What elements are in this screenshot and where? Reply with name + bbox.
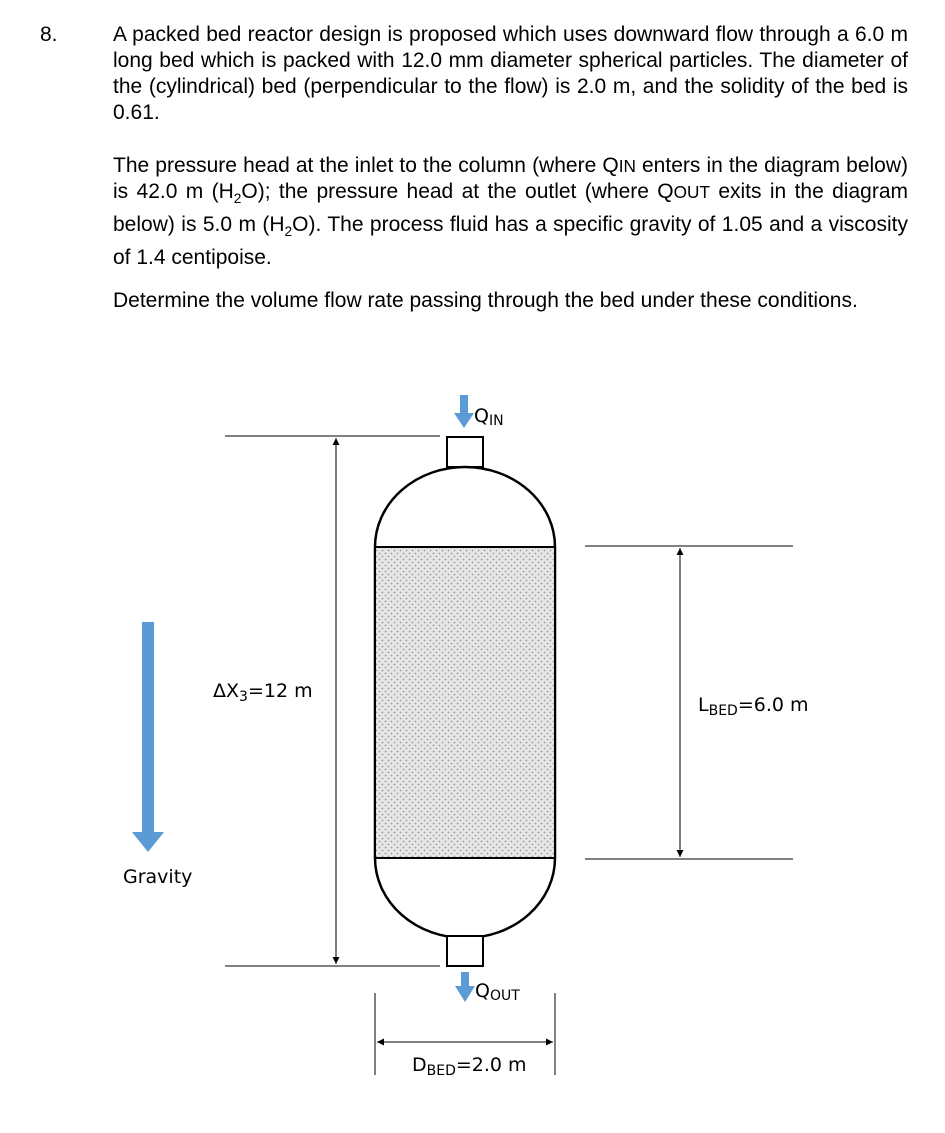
inlet-nozzle bbox=[447, 437, 483, 467]
d-bed-label: $D_{BED}=2.0$ m bbox=[412, 1054, 527, 1079]
outlet-nozzle bbox=[447, 936, 483, 966]
q-out-arrow bbox=[455, 972, 475, 1002]
gravity-arrow bbox=[132, 622, 164, 852]
delta-x-label: $\Delta X_3=12$ m bbox=[213, 680, 313, 705]
gravity-label: Gravity bbox=[123, 866, 193, 888]
problem-paragraph-1: A packed bed reactor design is proposed which uses downward flow through a 6.0 m long bed which is packed with 12.0 mm diameter spherical particles. The diameter of the (cylindrical) bed (perpendicular to the flow) is 2.0 m, and the solidity of the bed is 0.61. bbox=[113, 23, 908, 124]
problem-paragraph-3: Determine the volume flow rate passing through the bed under these conditions. bbox=[113, 289, 858, 312]
l-bed-label: $L_{BED}=6.0$ m bbox=[698, 694, 809, 719]
q-out-label: QOUT bbox=[475, 980, 520, 1004]
packed-bed bbox=[375, 547, 555, 858]
problem-paragraph-2: The pressure head at the inlet to the column (where QIN enters in the diagram below) is 42.0 m $(H_2O)$; the pressure head at the outlet (where QOUT exits in the diagram below) is 5.0 m $(H_2O)$. The process fluid has a specific gravity of 1.05 and a viscosity of 1.4 centipoise. bbox=[113, 154, 908, 270]
q-in-label: QIN bbox=[474, 405, 504, 429]
q-in-arrow bbox=[454, 395, 474, 428]
question-number: 8. bbox=[40, 23, 58, 46]
